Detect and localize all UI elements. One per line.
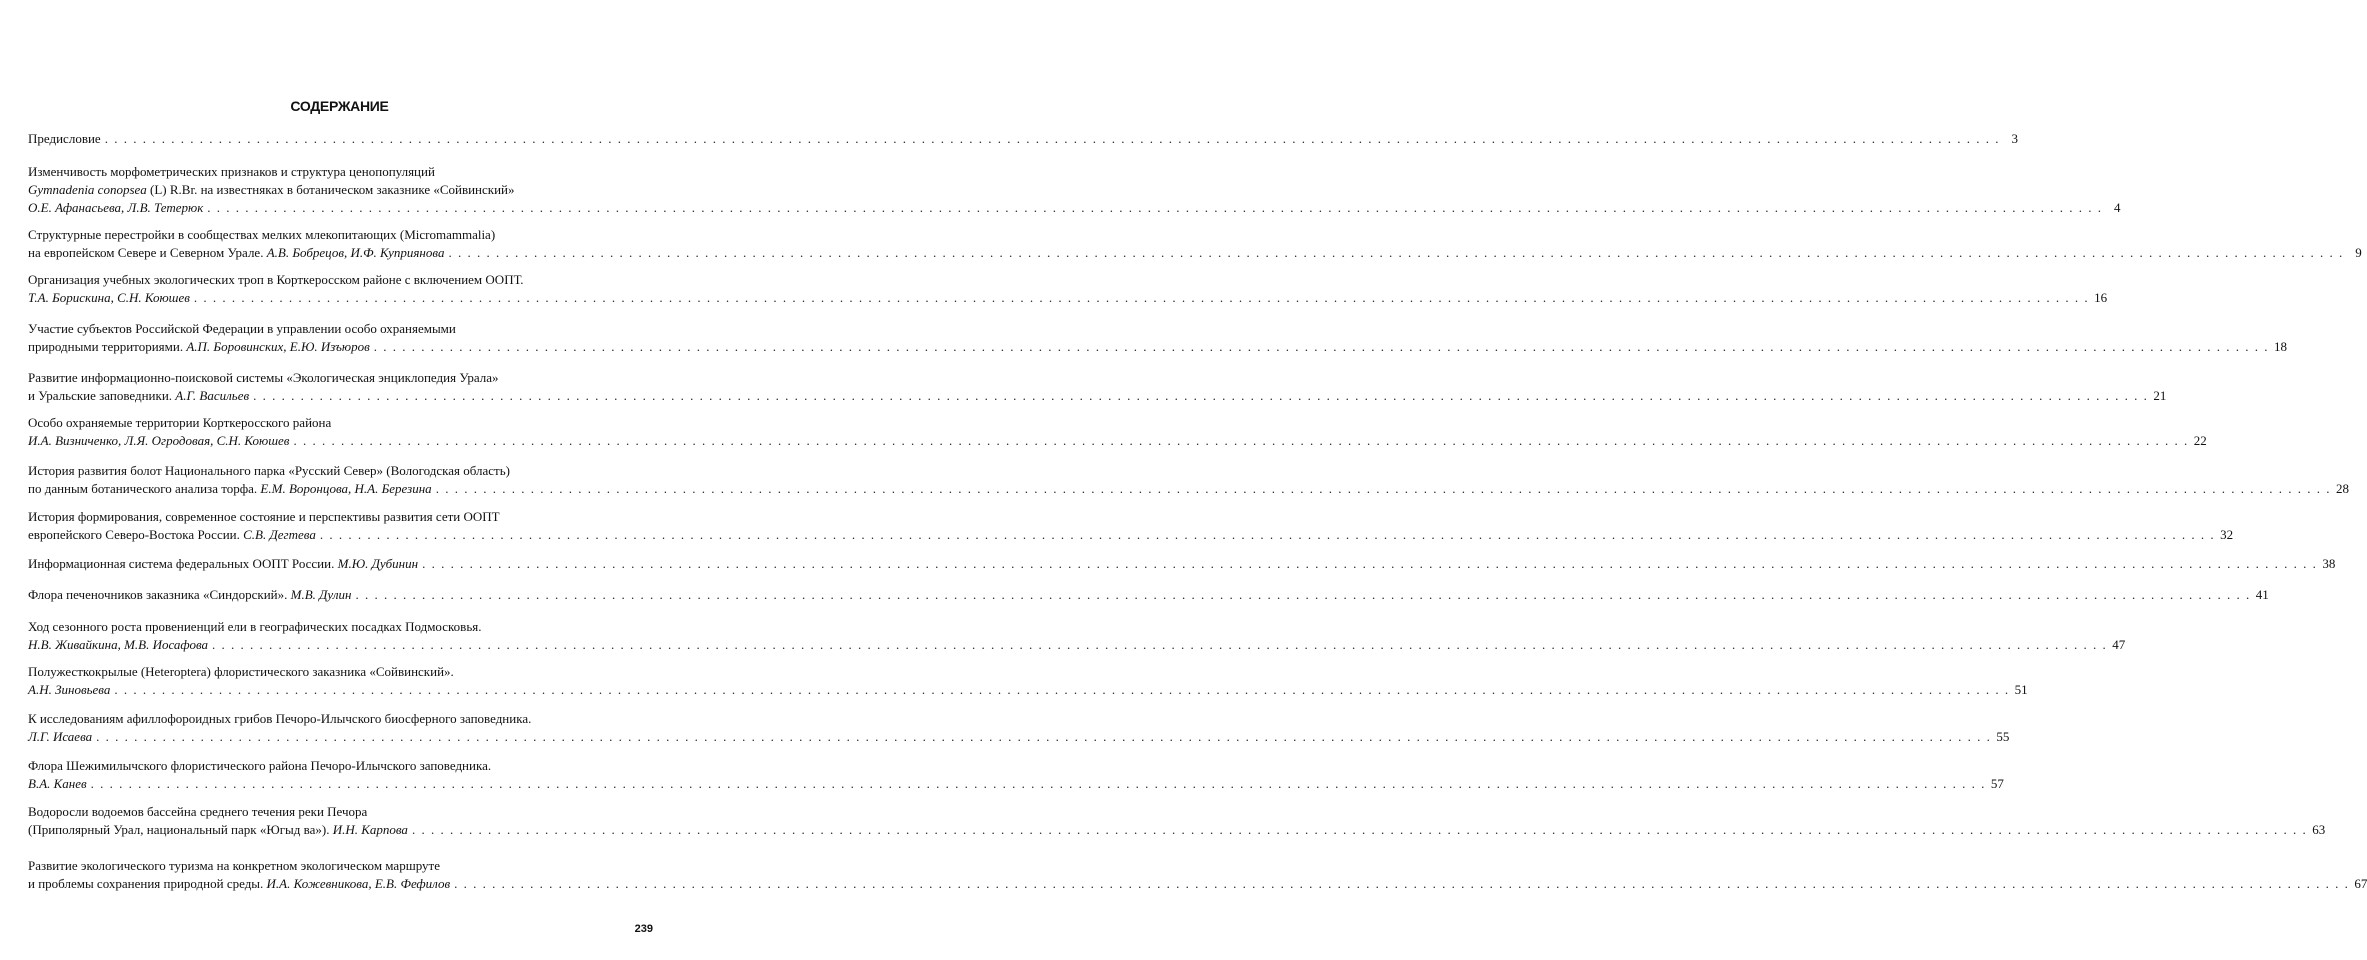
toc-entry <box>28 803 2326 839</box>
toc-entry-title-line: Развитие экологического туризма на конкретном экологическом маршруте <box>28 858 440 873</box>
toc-entry-page: 38 <box>2322 556 2336 571</box>
toc-entry <box>28 555 2336 573</box>
dot-leader: . . . . . . . . . . . . . . . . . . . . . . . . . . . . . . . . . . . . . . . . . . . . . . . . . . . . . . . . . . . . . . . . . . . . . . . . . . . . . . . . . . . . . . . . . . . . . . . . . . . . . . . . . . . . . . . . . . . . . . . . . . . . . . . . . . . . . . . . . . . . . . . . . . . . . . . . . . . . . . . . . . . . . . . . . . . . . . . . . . . . . . . . . . . . . . . . . . . . . . . . <box>454 876 2350 891</box>
dot-leader: . . . . . . . . . . . . . . . . . . . . . . . . . . . . . . . . . . . . . . . . . . . . . . . . . . . . . . . . . . . . . . . . . . . . . . . . . . . . . . . . . . . . . . . . . . . . . . . . . . . . . . . . . . . . . . . . . . . . . . . . . . . . . . . . . . . . . . . . . . . . . . . . . . . . . . . . . . . . . . . . . . . . . . . . . . . . . . . . . . . . . . . . . . . . . . . . . . . . . . . . <box>104 131 2000 146</box>
dot-leader: . . . . . . . . . . . . . . . . . . . . . . . . . . . . . . . . . . . . . . . . . . . . . . . . . . . . . . . . . . . . . . . . . . . . . . . . . . . . . . . . . . . . . . . . . . . . . . . . . . . . . . . . . . . . . . . . . . . . . . . . . . . . . . . . . . . . . . . . . . . . . . . . . . . . . . . . . . . . . . . . . . . . . . . . . . . . . . . . . . . . . . . . . . . . . . . . . . . . . . . . <box>212 637 2108 652</box>
dot-leader: . . . . . . . . . . . . . . . . . . . . . . . . . . . . . . . . . . . . . . . . . . . . . . . . . . . . . . . . . . . . . . . . . . . . . . . . . . . . . . . . . . . . . . . . . . . . . . . . . . . . . . . . . . . . . . . . . . . . . . . . . . . . . . . . . . . . . . . . . . . . . . . . . . . . . . . . . . . . . . . . . . . . . . . . . . . . . . . . . . . . . . . . . . . . . . . . . . . . . . . . <box>319 527 2216 542</box>
toc-entry-title-line: Организация учебных экологических троп в Корткеросском районе с включением ООПТ. <box>28 272 524 287</box>
dot-leader: . . . . . . . . . . . . . . . . . . . . . . . . . . . . . . . . . . . . . . . . . . . . . . . . . . . . . . . . . . . . . . . . . . . . . . . . . . . . . . . . . . . . . . . . . . . . . . . . . . . . . . . . . . . . . . . . . . . . . . . . . . . . . . . . . . . . . . . . . . . . . . . . . . . . . . . . . . . . . . . . . . . . . . . . . . . . . . . . . . . . . . . . . . . . . . . . . . . . . . . . <box>90 776 1986 791</box>
page-title: СОДЕРЖАНИЕ <box>290 98 389 114</box>
toc-entry <box>28 226 2362 262</box>
toc-entry-title-line: К исследованиям афиллофороидных грибов Печоро-Илычского биосферного заповедника. <box>28 711 532 726</box>
toc-entry-title-line: История формирования, современное состояние и перспективы развития сети ООПТ <box>28 509 500 524</box>
dot-leader: . . . . . . . . . . . . . . . . . . . . . . . . . . . . . . . . . . . . . . . . . . . . . . . . . . . . . . . . . . . . . . . . . . . . . . . . . . . . . . . . . . . . . . . . . . . . . . . . . . . . . . . . . . . . . . . . . . . . . . . . . . . . . . . . . . . . . . . . . . . . . . . . . . . . . . . . . . . . . . . . . . . . . . . . . . . . . . . . . . . . . . . . . . . . . . . . . . . . . . . . <box>114 682 2010 697</box>
toc-entry-authors: Л.Г. Исаева <box>28 729 93 744</box>
toc-entry-authors: И.Н. Карпова <box>332 822 408 837</box>
toc-entry-title-line: Участие субъектов Российской Федерации в управлении особо охраняемыми <box>28 321 456 336</box>
toc-entry-authors: А.Г. Васильев <box>175 388 250 403</box>
toc-entry-last-line <box>28 636 2126 654</box>
toc-entry-last-line <box>28 875 2367 893</box>
toc-entry-page: 28 <box>2335 481 2349 496</box>
toc-entry <box>28 320 2287 356</box>
toc-entry-page: 3 <box>2011 131 2018 146</box>
toc-entry-page: 32 <box>2220 527 2234 542</box>
dot-leader: . . . . . . . . . . . . . . . . . . . . . . . . . . . . . . . . . . . . . . . . . . . . . . . . . . . . . . . . . . . . . . . . . . . . . . . . . . . . . . . . . . . . . . . . . . . . . . . . . . . . . . . . . . . . . . . . . . . . . . . . . . . . . . . . . . . . . . . . . . . . . . . . . . . . . . . . . . . . . . . . . . . . . . . . . . . . . . . . . . . . . . . . . . . . . . . . . . . . . . . . <box>355 587 2251 602</box>
toc-entry-title: Флора печеночников заказника «Синдорский». <box>28 587 288 602</box>
toc-entry-page: 41 <box>2255 587 2269 602</box>
toc-entry-page: 4 <box>2114 200 2121 215</box>
toc-entry-line <box>28 857 653 875</box>
toc-entry-text <box>28 338 370 356</box>
toc-entry-title-line: Gymnadenia conopsea (L) R.Br. на известняках в ботаническом заказнике «Сойвинский» <box>28 182 515 197</box>
toc-entry-last-line <box>28 289 2108 307</box>
dot-leader: . . . . . . . . . . . . . . . . . . . . . . . . . . . . . . . . . . . . . . . . . . . . . . . . . . . . . . . . . . . . . . . . . . . . . . . . . . . . . . . . . . . . . . . . . . . . . . . . . . . . . . . . . . . . . . . . . . . . . . . . . . . . . . . . . . . . . . . . . . . . . . . . . . . . . . . . . . . . . . . . . . . . . . . . . . . . . . . . . . . . . . . . . . . . . . . . . . . . . . . . <box>435 481 2331 496</box>
toc-entry <box>28 369 2167 405</box>
toc-entry-text <box>28 289 190 307</box>
toc-entry-page: 51 <box>2014 682 2028 697</box>
toc-entry-text <box>28 387 249 405</box>
toc-entry-text <box>28 636 208 654</box>
toc-entry-last-line <box>28 199 2121 217</box>
toc-entry-authors: И.А. Кожевникова, Е.В. Фефилов <box>266 876 451 891</box>
toc-entry-page: 63 <box>2312 822 2326 837</box>
dot-leader: . . . . . . . . . . . . . . . . . . . . . . . . . . . . . . . . . . . . . . . . . . . . . . . . . . . . . . . . . . . . . . . . . . . . . . . . . . . . . . . . . . . . . . . . . . . . . . . . . . . . . . . . . . . . . . . . . . . . . . . . . . . . . . . . . . . . . . . . . . . . . . . . . . . . . . . . . . . . . . . . . . . . . . . . . . . . . . . . . . . . . . . . . . . . . . . . . . . . . . . . <box>293 433 2189 448</box>
toc-entry <box>28 586 2269 604</box>
dot-leader: . . . . . . . . . . . . . . . . . . . . . . . . . . . . . . . . . . . . . . . . . . . . . . . . . . . . . . . . . . . . . . . . . . . . . . . . . . . . . . . . . . . . . . . . . . . . . . . . . . . . . . . . . . . . . . . . . . . . . . . . . . . . . . . . . . . . . . . . . . . . . . . . . . . . . . . . . . . . . . . . . . . . . . . . . . . . . . . . . . . . . . . . . . . . . . . . . . . . . . . . <box>411 822 2308 837</box>
toc-entry <box>28 857 2367 893</box>
toc-entry-page: 55 <box>1996 729 2010 744</box>
toc-entry <box>28 663 2028 699</box>
toc-entry-line <box>28 320 653 338</box>
toc-entry-text <box>28 728 92 746</box>
toc-entry-line <box>28 757 653 775</box>
toc-entry-authors: А.Н. Зиновьева <box>28 682 111 697</box>
toc-entry-title: по данным ботанического анализа торфа. <box>28 481 258 496</box>
toc-entry-line <box>28 271 653 289</box>
toc-entry-line <box>28 414 653 432</box>
toc-entry-authors: С.В. Дегтева <box>243 527 316 542</box>
toc-entry <box>28 130 2018 148</box>
dot-leader: . . . . . . . . . . . . . . . . . . . . . . . . . . . . . . . . . . . . . . . . . . . . . . . . . . . . . . . . . . . . . . . . . . . . . . . . . . . . . . . . . . . . . . . . . . . . . . . . . . . . . . . . . . . . . . . . . . . . . . . . . . . . . . . . . . . . . . . . . . . . . . . . . . . . . . . . . . . . . . . . . . . . . . . . . . . . . . . . . . . . . . . . . . . . . . . . . . . . . . . . <box>253 388 2149 403</box>
toc-entry-page: 67 <box>2354 876 2367 891</box>
toc-entry-page: 9 <box>2355 245 2362 260</box>
toc-entry-page: 57 <box>1990 776 2004 791</box>
toc-entry-page: 18 <box>2274 339 2287 354</box>
toc-entry-authors: О.Е. Афанасьева, Л.В. Тетерюк <box>28 200 204 215</box>
toc-entry-last-line <box>28 480 2349 498</box>
toc-entry-title-line: Развитие информационно-поисковой системы «Экологическая энциклопедия Урала» <box>28 370 499 385</box>
toc-entry <box>28 757 2004 793</box>
toc-entry <box>28 271 2108 307</box>
toc-entry-text <box>28 526 316 544</box>
toc-entry-authors: И.А. Визниченко, Л.Я. Огродовая, С.Н. Коюшев <box>28 433 290 448</box>
toc-entry-text <box>28 480 432 498</box>
toc-entry <box>28 508 2234 544</box>
toc-entry-last-line <box>28 586 2269 604</box>
toc-entry-title-line: Флора Шежимилычского флористического района Печоро-Илычского заповедника. <box>28 758 492 773</box>
toc-entry-line <box>28 508 653 526</box>
page-number: 239 <box>634 923 653 935</box>
toc-entry-title: на европейском Севере и Северном Урале. <box>28 245 264 260</box>
toc-entry <box>28 618 2126 654</box>
toc-entry-line <box>28 663 653 681</box>
toc-entry-title: Информационная система федеральных ООПТ России. <box>28 556 335 571</box>
toc-entry <box>28 462 2349 498</box>
toc-entry-title-line: Водоросли водоемов бассейна среднего течения реки Печора <box>28 804 368 819</box>
toc-entry-authors: В.А. Канев <box>28 776 87 791</box>
toc-entry-title: и Уральские заповедники. <box>28 388 173 403</box>
toc-entry-page: 47 <box>2112 637 2126 652</box>
dot-leader: . . . . . . . . . . . . . . . . . . . . . . . . . . . . . . . . . . . . . . . . . . . . . . . . . . . . . . . . . . . . . . . . . . . . . . . . . . . . . . . . . . . . . . . . . . . . . . . . . . . . . . . . . . . . . . . . . . . . . . . . . . . . . . . . . . . . . . . . . . . . . . . . . . . . . . . . . . . . . . . . . . . . . . . . . . . . . . . . . . . . . . . . . . . . . . . . . . . . . . . . <box>448 245 2344 260</box>
toc-entry-title-line: История развития болот Национального парка «Русский Север» (Вологодская область) <box>28 463 510 478</box>
toc-entry-last-line <box>28 387 2167 405</box>
toc-entry-line <box>28 710 653 728</box>
toc-entry-last-line <box>28 728 2010 746</box>
toc-entry-last-line <box>28 555 2336 573</box>
toc-entry-authors: Е.М. Воронцова, Н.А. Березина <box>260 481 432 496</box>
toc-entry-text <box>28 199 203 217</box>
toc-entry-text <box>28 875 450 893</box>
toc-entry-title-line: Полужесткокрылые (Heteroptera) флористического заказника «Сойвинский». <box>28 664 454 679</box>
toc-entry-title-line: Структурные перестройки в сообществах мелких млекопитающих (Micromammalia) <box>28 227 496 242</box>
toc-entry-last-line <box>28 526 2234 544</box>
dot-leader: . . . . . . . . . . . . . . . . . . . . . . . . . . . . . . . . . . . . . . . . . . . . . . . . . . . . . . . . . . . . . . . . . . . . . . . . . . . . . . . . . . . . . . . . . . . . . . . . . . . . . . . . . . . . . . . . . . . . . . . . . . . . . . . . . . . . . . . . . . . . . . . . . . . . . . . . . . . . . . . . . . . . . . . . . . . . . . . . . . . . . . . . . . . . . . . . . . . . . . . . <box>96 729 1992 744</box>
dot-leader: . . . . . . . . . . . . . . . . . . . . . . . . . . . . . . . . . . . . . . . . . . . . . . . . . . . . . . . . . . . . . . . . . . . . . . . . . . . . . . . . . . . . . . . . . . . . . . . . . . . . . . . . . . . . . . . . . . . . . . . . . . . . . . . . . . . . . . . . . . . . . . . . . . . . . . . . . . . . . . . . . . . . . . . . . . . . . . . . . . . . . . . . . . . . . . . . . . . . . . . . <box>193 290 2090 305</box>
toc-entry-title: Предисловие <box>28 131 101 146</box>
toc-entry-line <box>28 369 653 387</box>
dot-leader: . . . . . . . . . . . . . . . . . . . . . . . . . . . . . . . . . . . . . . . . . . . . . . . . . . . . . . . . . . . . . . . . . . . . . . . . . . . . . . . . . . . . . . . . . . . . . . . . . . . . . . . . . . . . . . . . . . . . . . . . . . . . . . . . . . . . . . . . . . . . . . . . . . . . . . . . . . . . . . . . . . . . . . . . . . . . . . . . . . . . . . . . . . . . . . . . . . . . . . . . <box>207 200 2103 215</box>
toc-entry-text <box>28 775 87 793</box>
toc-entry-text <box>28 555 418 573</box>
toc-entry-last-line <box>28 338 2287 356</box>
toc-entry-authors: А.В. Бобрецов, И.Ф. Куприянова <box>266 245 445 260</box>
toc-entry <box>28 163 2121 217</box>
toc-entry-last-line <box>28 244 2362 262</box>
toc-entry-text <box>28 244 444 262</box>
toc-entry-title: европейского Северо-Востока России. <box>28 527 240 542</box>
toc-entry-authors: М.Ю. Дубинин <box>337 556 419 571</box>
toc-entry-title-line: Ход сезонного роста провениенций ели в географических посадках Подмосковья. <box>28 619 482 634</box>
toc-entry-line <box>28 618 653 636</box>
toc-entry-line <box>28 181 653 199</box>
toc-entry-title-line: Особо охраняемые территории Корткеросского района <box>28 415 332 430</box>
toc-entry-authors: М.В. Дулин <box>290 587 352 602</box>
toc-entry-line <box>28 226 653 244</box>
toc-entry-authors: Т.А. Борискина, С.Н. Коюшев <box>28 290 190 305</box>
toc-entry-last-line <box>28 130 2018 148</box>
toc-entry-last-line <box>28 775 2004 793</box>
toc-entry-line <box>28 163 653 181</box>
toc-entry-last-line <box>28 681 2028 699</box>
dot-leader: . . . . . . . . . . . . . . . . . . . . . . . . . . . . . . . . . . . . . . . . . . . . . . . . . . . . . . . . . . . . . . . . . . . . . . . . . . . . . . . . . . . . . . . . . . . . . . . . . . . . . . . . . . . . . . . . . . . . . . . . . . . . . . . . . . . . . . . . . . . . . . . . . . . . . . . . . . . . . . . . . . . . . . . . . . . . . . . . . . . . . . . . . . . . . . . . . . . . . . . . <box>373 339 2269 354</box>
toc-entry-text <box>28 821 408 839</box>
toc-entry-text <box>28 432 289 450</box>
toc-entry-line <box>28 462 653 480</box>
toc-entry-page: 22 <box>2193 433 2207 448</box>
toc-entry-last-line <box>28 432 2207 450</box>
toc-entry-authors: Н.В. Живайкина, М.В. Иосафова <box>28 637 209 652</box>
toc-entry-page: 21 <box>2153 388 2167 403</box>
toc-entry-title-line: Изменчивость морфометрических признаков и структура ценопопуляций <box>28 164 435 179</box>
toc-entry-text <box>28 130 101 148</box>
species-name: Gymnadenia conopsea <box>28 182 147 197</box>
toc-entry-text <box>28 586 351 604</box>
toc-entry-title: (Приполярный Урал, национальный парк «Югыд ва»). <box>28 822 330 837</box>
toc-entry <box>28 710 2010 746</box>
toc-entry <box>28 414 2207 450</box>
toc-entry-authors: А.П. Боровинских, Е.Ю. Изъюров <box>186 339 370 354</box>
dot-leader: . . . . . . . . . . . . . . . . . . . . . . . . . . . . . . . . . . . . . . . . . . . . . . . . . . . . . . . . . . . . . . . . . . . . . . . . . . . . . . . . . . . . . . . . . . . . . . . . . . . . . . . . . . . . . . . . . . . . . . . . . . . . . . . . . . . . . . . . . . . . . . . . . . . . . . . . . . . . . . . . . . . . . . . . . . . . . . . . . . . . . . . . . . . . . . . . . . . . . . . . <box>422 556 2318 571</box>
toc-entry-text <box>28 681 110 699</box>
toc-entry-title: природными территориями. <box>28 339 184 354</box>
toc-entry-title: и проблемы сохранения природной среды. <box>28 876 264 891</box>
toc-entry-page: 16 <box>2094 290 2108 305</box>
toc-entry-line <box>28 803 653 821</box>
toc-entry-last-line <box>28 821 2326 839</box>
